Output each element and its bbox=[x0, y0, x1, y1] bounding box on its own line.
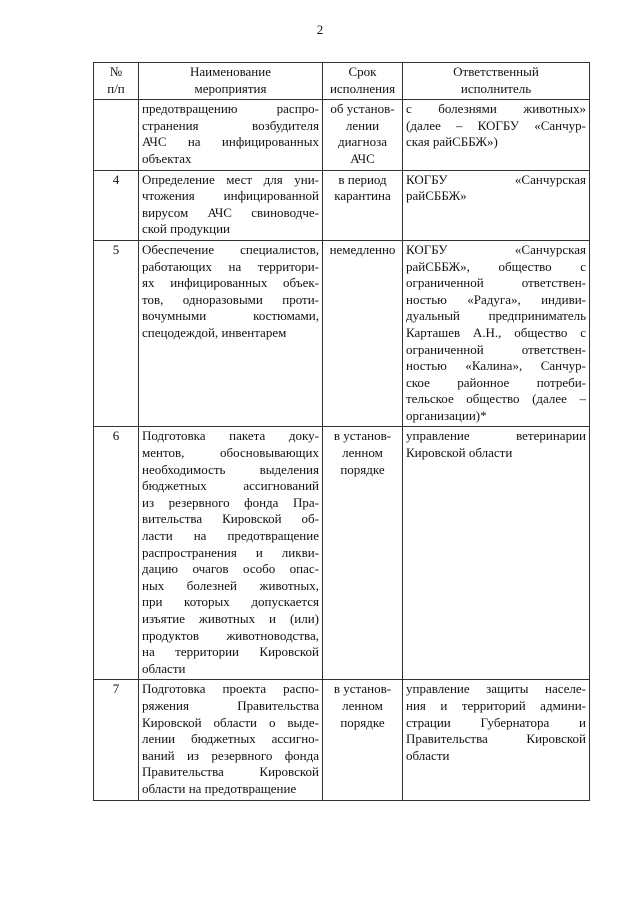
measure-name-line: предотвращению распро- bbox=[142, 101, 319, 117]
measure-term-line: об установ- bbox=[330, 101, 395, 117]
measure-name-line: тов, одноразовыми проти- bbox=[142, 291, 319, 307]
measure-term bbox=[323, 170, 403, 240]
measure-name-line: необходимость выделения bbox=[142, 461, 319, 477]
measure-term bbox=[323, 680, 403, 800]
measure-name-line: ных болезней животных, bbox=[142, 577, 319, 593]
measures-table bbox=[93, 62, 590, 801]
measure-responsible-line: тельское общество (далее – bbox=[406, 391, 586, 407]
measure-name-line: Кировской области о выде- bbox=[142, 714, 319, 730]
measure-term-line: в установ- bbox=[333, 681, 392, 697]
measure-responsible-line: Правительства Кировской bbox=[406, 731, 586, 747]
measure-name-line: Подготовка проекта распо- bbox=[142, 681, 319, 697]
measure-responsible-line: Карташев А.Н., общество с bbox=[406, 324, 586, 340]
measure-responsible-line: ностью «Калина», Санчур- bbox=[406, 358, 586, 374]
measure-name bbox=[139, 170, 323, 240]
measure-name bbox=[139, 427, 323, 680]
table-body bbox=[94, 100, 590, 800]
measure-responsible-line: Кировской области bbox=[406, 445, 513, 461]
measure-responsible-line: области bbox=[406, 747, 450, 763]
measure-name-line: изъятие животных и (или) bbox=[142, 611, 319, 626]
measure-name bbox=[139, 240, 323, 427]
measure-name-line: ментов, обосновывающих bbox=[142, 445, 319, 461]
table-row bbox=[94, 240, 590, 427]
measure-responsible-line: ния и территорий админи- bbox=[406, 697, 586, 713]
measure-responsible bbox=[403, 170, 590, 240]
measure-name-line: странения возбудителя bbox=[142, 117, 319, 133]
table-row bbox=[94, 100, 590, 170]
measure-responsible bbox=[403, 680, 590, 800]
measure-term bbox=[323, 100, 403, 170]
measure-term-line: немедленно bbox=[329, 241, 396, 257]
measure-name-line: бюджетных ассигнований bbox=[142, 478, 319, 494]
measure-name-line: Подготовка пакета доку- bbox=[142, 428, 319, 444]
measure-name-line: области bbox=[142, 660, 186, 676]
measure-name-line: спецодеждой, инвентарем bbox=[142, 324, 287, 340]
measure-responsible-line: ская райСББЖ») bbox=[406, 134, 498, 150]
row-number: 6 bbox=[94, 427, 139, 680]
row-number: 4 bbox=[94, 170, 139, 240]
measure-term-line: карантина bbox=[334, 188, 391, 204]
measure-name-line: объектах bbox=[142, 150, 192, 166]
measure-responsible-line: райСББЖ» bbox=[406, 188, 467, 204]
header-term: Срок исполнения bbox=[323, 63, 403, 100]
measure-name-line: на территории Кировской bbox=[142, 644, 319, 660]
measure-name-line: области на предотвращение bbox=[142, 780, 297, 796]
measure-responsible-line: (далее – КОГБУ «Санчур- bbox=[406, 117, 586, 133]
measure-responsible-line: ограниченной ответствен- bbox=[406, 341, 586, 357]
table-row bbox=[94, 170, 590, 240]
measure-name-line: дацию очагов особо опас- bbox=[142, 561, 319, 577]
page-number: 2 bbox=[316, 22, 324, 37]
measure-responsible-line: ностью «Радуга», индиви- bbox=[406, 291, 586, 307]
measure-term-line: лении bbox=[345, 117, 380, 133]
measure-term-line: порядке bbox=[340, 714, 385, 730]
measure-name-line: чтожения инфицированной bbox=[142, 188, 319, 204]
header-name: Наименование мероприятия bbox=[139, 63, 323, 100]
measure-responsible-line: с болезнями животных» bbox=[406, 101, 586, 117]
table-row bbox=[94, 427, 590, 680]
measure-responsible-line: страции Губернатора и bbox=[406, 714, 586, 730]
measure-name-line: АЧС на инфицированных bbox=[142, 134, 319, 150]
measure-name-line: продуктов животноводства, bbox=[142, 627, 319, 643]
measure-name-line: Правительства Кировской bbox=[142, 764, 319, 780]
table-header-row bbox=[94, 63, 590, 100]
measure-name-line: ской продукции bbox=[142, 221, 231, 237]
measure-responsible-line: КОГБУ «Санчурская bbox=[406, 171, 586, 187]
measure-responsible-line: ограниченной ответствен- bbox=[406, 275, 586, 291]
measure-term-line: ленном bbox=[342, 697, 383, 713]
measure-responsible-line: ское районное потреби- bbox=[406, 374, 586, 390]
row-number: 7 bbox=[94, 680, 139, 800]
row-number: 5 bbox=[94, 240, 139, 427]
measure-term-line: порядке bbox=[340, 461, 385, 477]
measure-responsible bbox=[403, 100, 590, 170]
header-num: № п/п bbox=[94, 63, 139, 100]
measure-responsible-line: дуальный предприниматель bbox=[406, 308, 586, 324]
measure-name bbox=[139, 100, 323, 170]
measure-name-line: из резервного фонда Пра- bbox=[142, 494, 319, 510]
measure-name-line: ваний из резервного фонда bbox=[142, 747, 319, 763]
measure-name-line: вительства Кировской об- bbox=[142, 511, 319, 527]
measure-name-line: работающих на территори- bbox=[142, 258, 319, 274]
measure-name-line: Определение мест для уни- bbox=[142, 171, 319, 187]
measure-name-line: ряжения Правительства bbox=[142, 697, 319, 713]
measure-name-line: Обеспечение специалистов, bbox=[142, 241, 319, 257]
measure-term-line: диагноза bbox=[337, 134, 388, 150]
measure-responsible-line: управление защиты населе- bbox=[406, 681, 586, 697]
measure-term-line: в период bbox=[338, 171, 387, 187]
measure-responsible-line: КОГБУ «Санчурская bbox=[406, 241, 586, 257]
header-resp: Ответственный исполнитель bbox=[403, 63, 590, 100]
measure-responsible-line: райСББЖ», общество с bbox=[406, 258, 586, 274]
measure-name-line: ях инфицированных объек- bbox=[142, 275, 319, 291]
table-row bbox=[94, 680, 590, 800]
measure-responsible bbox=[403, 427, 590, 680]
measure-responsible bbox=[403, 240, 590, 427]
measure-name-line: при которых допускается bbox=[142, 594, 319, 610]
measure-term bbox=[323, 240, 403, 427]
measure-term-line: ленном bbox=[342, 445, 383, 461]
measure-name bbox=[139, 680, 323, 800]
measure-responsible-line: организации)* bbox=[406, 407, 487, 423]
measure-term bbox=[323, 427, 403, 680]
measure-term-line: АЧС bbox=[350, 150, 375, 166]
measure-term-line: в установ- bbox=[333, 428, 392, 444]
measure-name-line: вочумными костюмами, bbox=[142, 308, 319, 324]
row-number bbox=[94, 100, 139, 170]
measure-name-line: ласти на предотвращение bbox=[142, 528, 319, 544]
measure-name-line: лении бюджетных ассигно- bbox=[142, 731, 319, 747]
measure-name-line: вирусом АЧС свиноводче- bbox=[142, 204, 319, 220]
measure-responsible-line: управление ветеринарии bbox=[406, 428, 586, 444]
measure-name-line: распространения и ликви- bbox=[142, 544, 319, 560]
